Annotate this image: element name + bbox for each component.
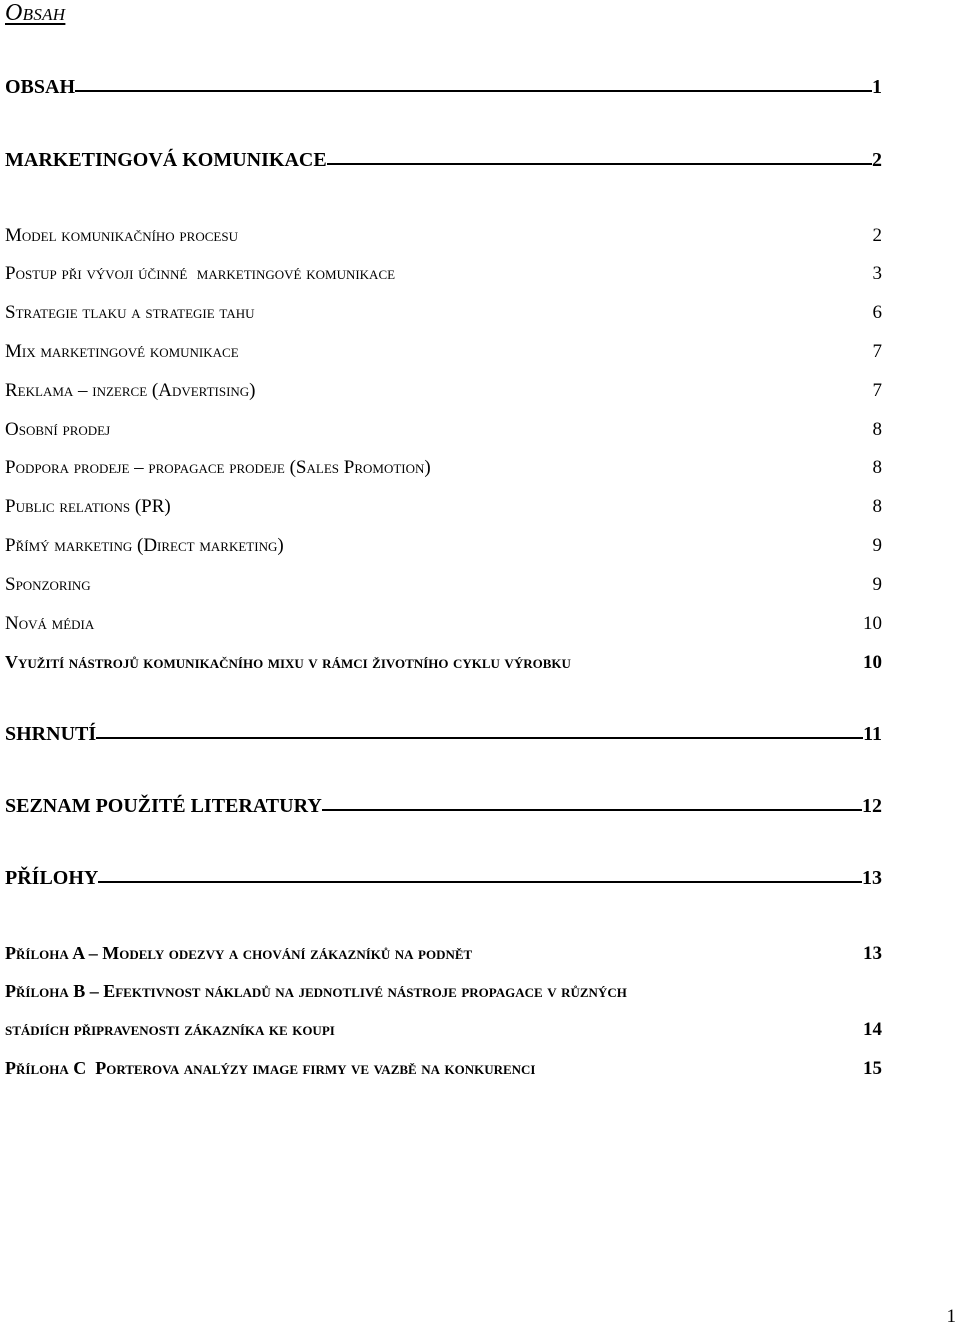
toc-subentry-page: 2 (872, 225, 882, 246)
toc-subentry-label: Podpora prodeje – propagace prodeje (Sales Promotion) (5, 457, 431, 478)
toc-subentry-page: 3 (872, 263, 882, 284)
page-number: 1 (946, 1306, 956, 1327)
toc-entry-label: SEZNAM POUŽITÉ LITERATURY (5, 795, 322, 817)
toc-leader (75, 90, 872, 92)
toc-appendix-page: 14 (863, 1019, 882, 1040)
toc-appendix-b-continued[interactable] (5, 1019, 882, 1043)
toc-leader (327, 163, 872, 165)
toc-subentry[interactable] (5, 457, 882, 481)
toc-entry-label: PŘÍLOHY (5, 867, 99, 889)
toc-appendix-label: Příloha A – Modely odezvy a chování zákazníků na podnět (5, 943, 473, 963)
toc-entry-label: OBSAH (5, 76, 76, 98)
toc-subentry-page: 7 (872, 341, 882, 362)
toc-entry-seznam-literatury[interactable] (5, 795, 882, 821)
toc-subentry-label: Postup při vývoji účinné marketingové komunikace (5, 263, 396, 284)
toc-subentry[interactable] (5, 496, 882, 520)
toc-subentry[interactable] (5, 302, 882, 326)
toc-appendix-page: 13 (863, 943, 882, 964)
toc-appendix-a[interactable] (5, 943, 882, 967)
toc-subentry-label: Model komunikačního procesu (5, 225, 238, 246)
toc-subentry-label: Public relations (PR) (5, 496, 171, 517)
toc-entry-page: 13 (862, 867, 882, 889)
toc-entry-shrnuti[interactable] (5, 723, 882, 749)
toc-appendix-page: 15 (863, 1058, 882, 1079)
toc-entry-prilohy[interactable] (5, 867, 882, 893)
toc-subentry-label: Reklama – inzerce (Advertising) (5, 380, 256, 401)
toc-entry-page: 1 (872, 76, 882, 98)
toc-subentry-page: 9 (872, 574, 882, 595)
toc-subentry[interactable] (5, 341, 882, 365)
toc-subentry-page: 10 (863, 652, 882, 673)
toc-leader (322, 809, 862, 811)
toc-subentry[interactable] (5, 225, 882, 249)
toc-subentry-label: Osobní prodej (5, 419, 111, 440)
toc-subentry[interactable] (5, 535, 882, 559)
toc-appendix-label: Příloha B – Efektivnost nákladů na jednotlivé nástroje propagace v různých (5, 981, 627, 1001)
toc-subentry-page: 8 (872, 457, 882, 478)
toc-subentry[interactable] (5, 380, 882, 404)
page-title: Obsah (5, 0, 66, 26)
toc-subentry-label: Mix marketingové komunikace (5, 341, 239, 362)
toc-entry-page: 12 (862, 795, 882, 817)
toc-entry-obsah[interactable] (5, 76, 882, 102)
toc-subentry-label: Přímý marketing (Direct marketing) (5, 535, 284, 556)
toc-entry-page: 11 (863, 723, 882, 745)
toc-subentry-page: 8 (872, 496, 882, 517)
toc-entry-page: 2 (872, 149, 882, 171)
toc-subentry-page: 8 (872, 419, 882, 440)
toc-appendix-label: Příloha C Porterova analýzy image firmy ve vazbě na konkurenci (5, 1058, 536, 1078)
toc-subentry-page: 9 (872, 535, 882, 556)
toc-leader (98, 881, 862, 883)
toc-leader (96, 737, 863, 739)
toc-subentry-page: 6 (872, 302, 882, 323)
toc-subentry-label: Nová média (5, 613, 95, 634)
toc-subentry-label: Využití nástrojů komunikačního mixu v rámci životního cyklu výrobku (5, 652, 571, 672)
toc-subentry-label: Strategie tlaku a strategie tahu (5, 302, 255, 323)
toc-appendix-label: stádiích připravenosti zákazníka ke koupi (5, 1019, 335, 1039)
toc-subentry[interactable] (5, 574, 882, 598)
toc-entry-label: MARKETINGOVÁ KOMUNIKACE (5, 149, 327, 171)
toc-subentry[interactable] (5, 613, 882, 637)
toc-subentry[interactable] (5, 419, 882, 443)
toc-appendix-c[interactable] (5, 1058, 882, 1082)
toc-entry-marketingova-komunikace[interactable] (5, 149, 882, 175)
toc-subentry-page: 7 (872, 380, 882, 401)
toc-appendix-b[interactable] (5, 981, 627, 1002)
toc-subentry[interactable] (5, 652, 882, 676)
toc-subentry-page: 10 (863, 613, 882, 634)
toc-subentry[interactable] (5, 263, 882, 287)
toc-entry-label: SHRNUTÍ (5, 723, 97, 745)
toc-subentry-label: Sponzoring (5, 574, 91, 595)
